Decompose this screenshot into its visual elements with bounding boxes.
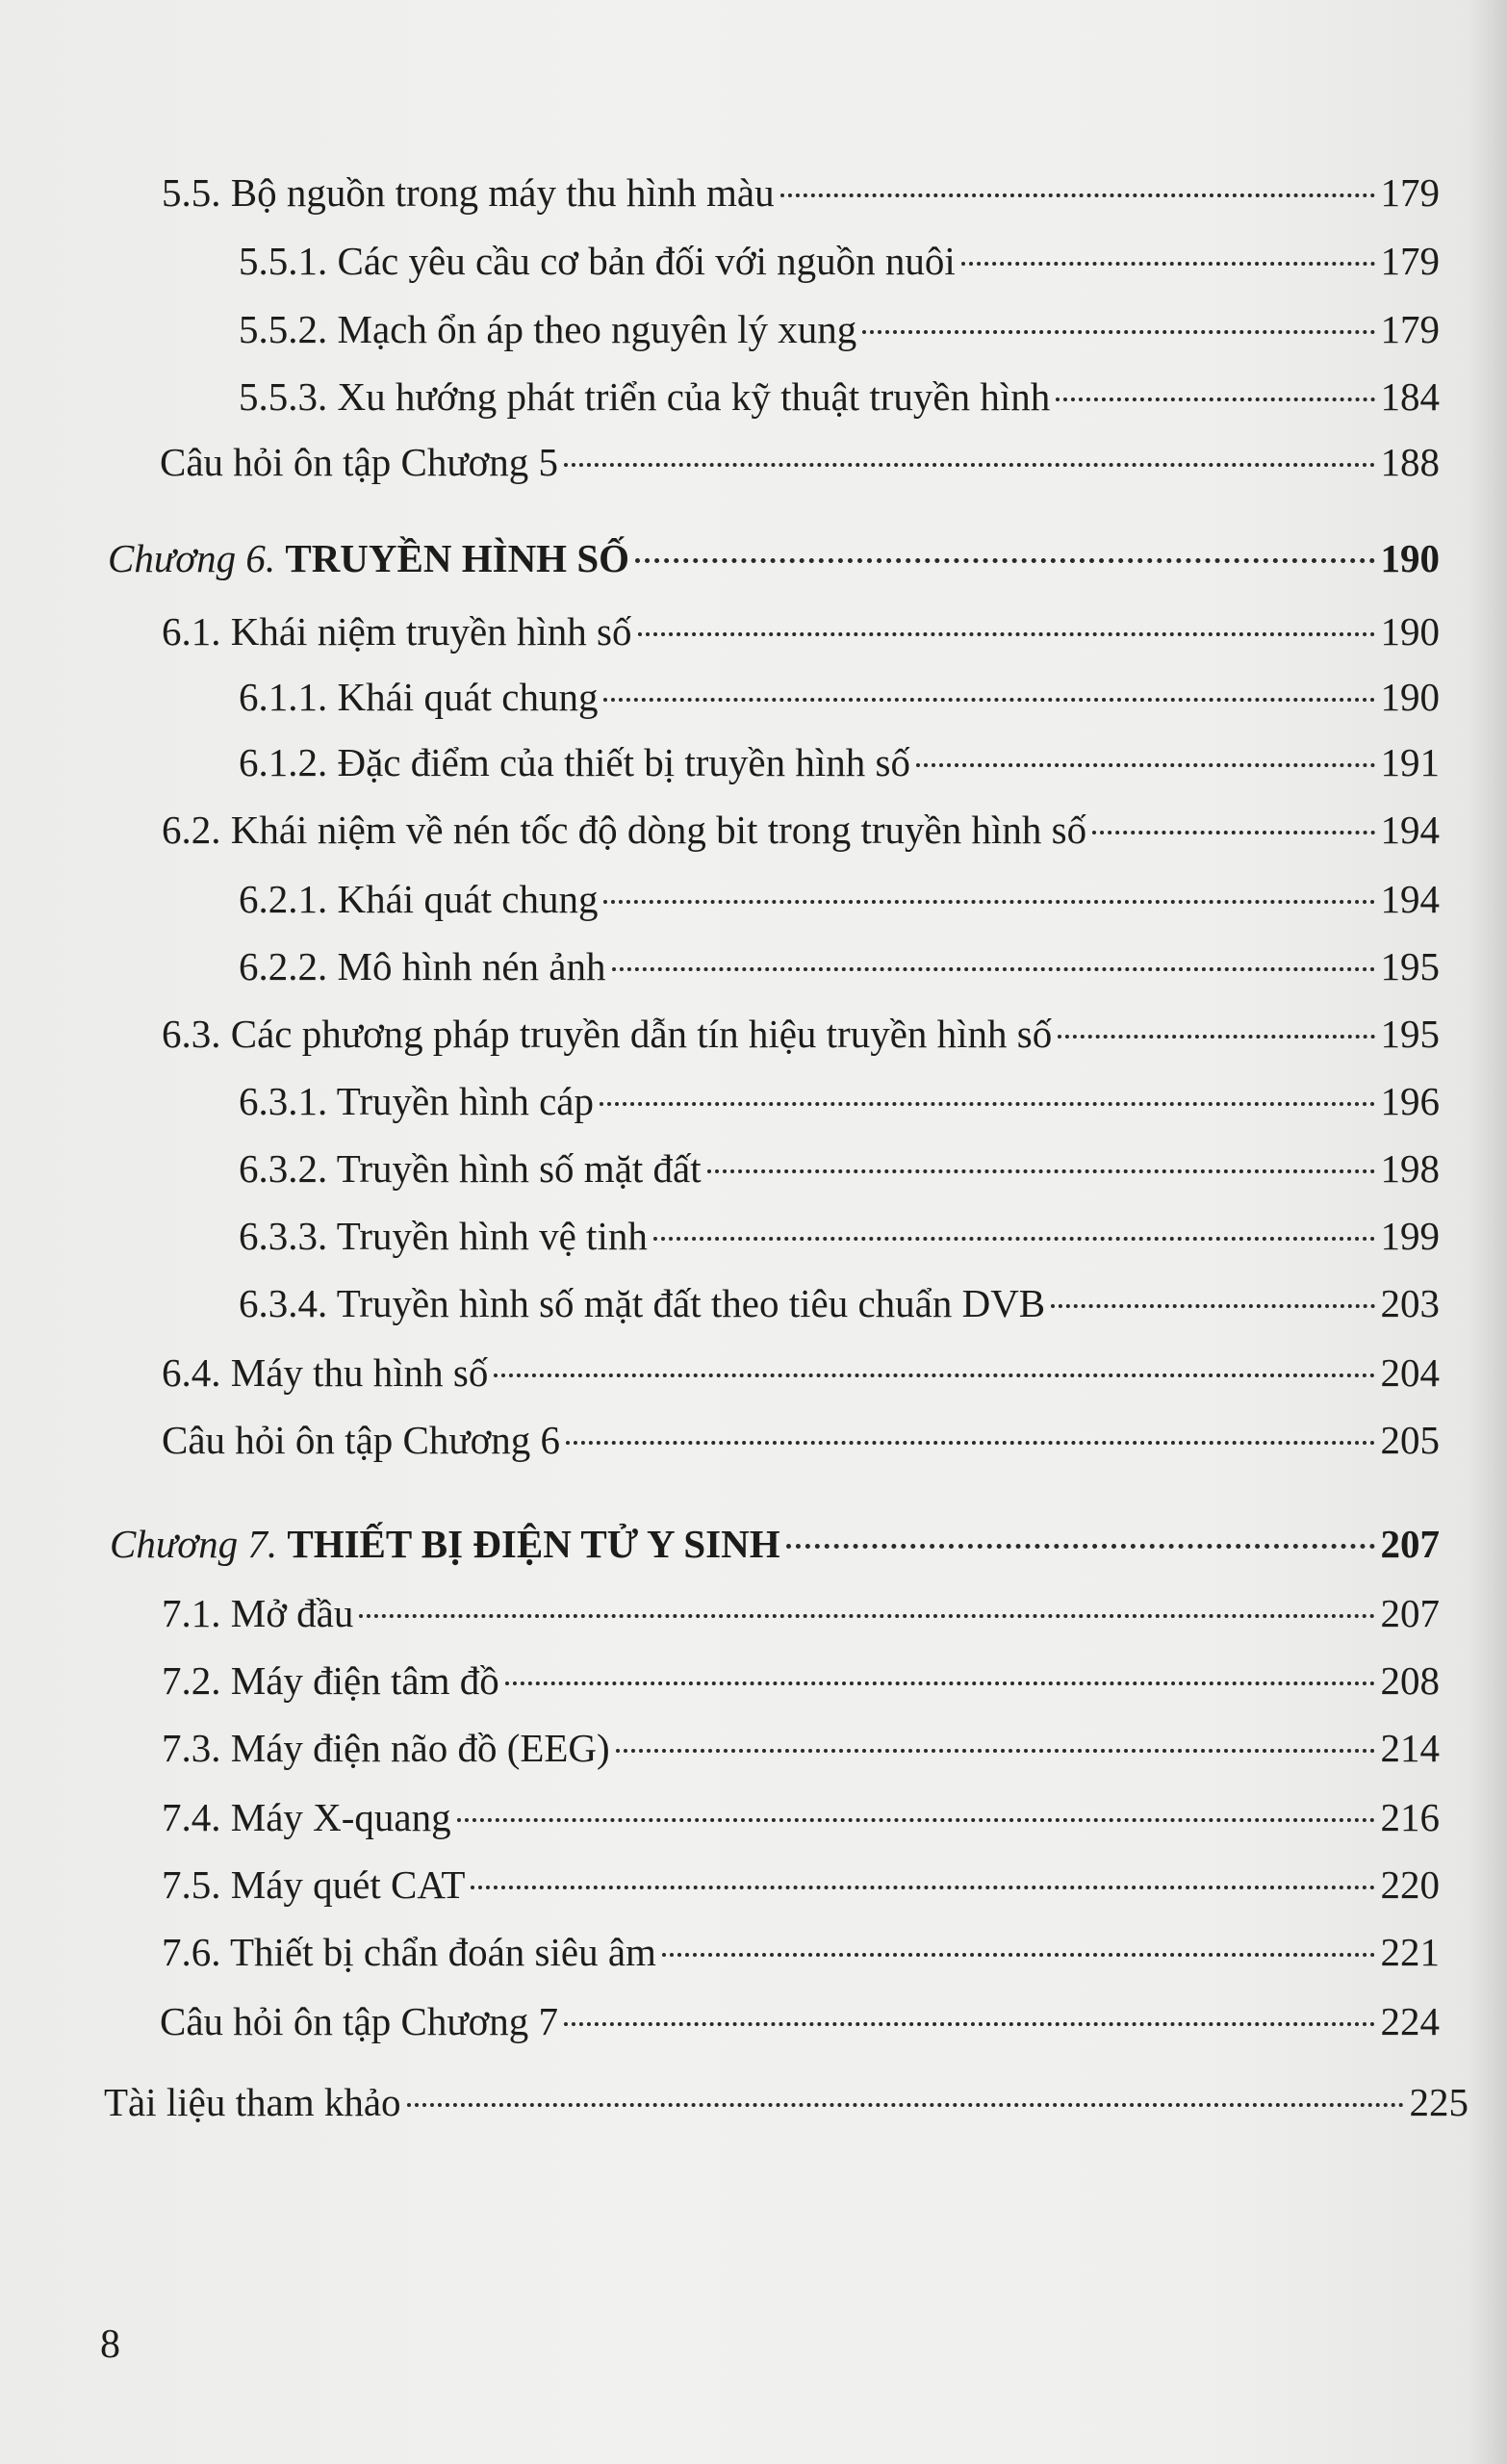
dot-leader — [407, 2103, 1404, 2107]
toc-entry-page: 203 — [1380, 1281, 1440, 1325]
dot-leader — [564, 463, 1374, 467]
toc-entry-label: 7.2. Máy điện tâm đồ — [162, 1658, 499, 1703]
toc-entry — [162, 608, 1440, 655]
page-edge-shadow — [1469, 0, 1507, 2464]
toc-entry-label: 6.3.4. Truyền hình số mặt đất theo tiêu chuẩn DVB — [239, 1281, 1046, 1325]
toc-entry — [239, 1213, 1440, 1260]
toc-entry — [162, 1929, 1440, 1976]
toc-entry-label: 7.4. Máy X-quang — [162, 1795, 451, 1839]
toc-entry — [160, 439, 1440, 486]
toc-entry-page: 208 — [1380, 1658, 1440, 1703]
toc-entry-page: 204 — [1380, 1350, 1440, 1395]
toc-entry-label: 7.1. Mở đầu — [162, 1591, 354, 1635]
toc-entry-page: 195 — [1380, 944, 1440, 988]
toc-entry-label: 5.5.3. Xu hướng phát triển của kỹ thuật truyền hình — [239, 374, 1051, 419]
toc-entry — [162, 1657, 1440, 1705]
toc-entry — [239, 238, 1440, 285]
toc-entry-page: 198 — [1380, 1146, 1440, 1191]
toc-entry — [239, 943, 1440, 990]
toc-chapter-label — [110, 1521, 780, 1568]
toc-entry-page: 195 — [1380, 1012, 1440, 1056]
dot-leader — [359, 1614, 1374, 1618]
dot-leader — [603, 900, 1374, 904]
toc-entry-page: 207 — [1380, 1591, 1440, 1635]
toc-chapter-entry — [110, 1521, 1440, 1568]
toc-entry-label: Tài liệu tham khảo — [104, 2080, 401, 2124]
toc-entry-label: 6.3.1. Truyền hình cáp — [239, 1079, 594, 1123]
toc-entry — [160, 1998, 1440, 2045]
toc-entry — [162, 1590, 1440, 1637]
toc-entry — [239, 739, 1440, 786]
dot-leader — [862, 330, 1374, 334]
toc-entry — [239, 306, 1440, 353]
toc-entry-label: 5.5.2. Mạch ổn áp theo nguyên lý xung — [239, 307, 857, 351]
dot-leader — [653, 1237, 1375, 1241]
toc-entry-page: 205 — [1380, 1418, 1440, 1462]
dot-leader — [494, 1373, 1374, 1377]
page-number: 8 — [100, 2323, 120, 2367]
toc-entry — [162, 807, 1440, 854]
toc-entry-label: 6.3.3. Truyền hình vệ tinh — [239, 1214, 648, 1258]
toc-entry-label: Câu hỏi ôn tập Chương 6 — [162, 1418, 561, 1462]
toc-entry-page: 199 — [1380, 1214, 1440, 1258]
toc-entry-label: 6.3. Các phương pháp truyền dẫn tín hiệu truyền hình số — [162, 1012, 1053, 1056]
toc-entry-label: 6.1.1. Khái quát chung — [239, 675, 599, 719]
toc-entry — [162, 1725, 1440, 1772]
toc-entry-label: 6.2.2. Mô hình nén ảnh — [239, 944, 606, 988]
toc-entry-page: 214 — [1380, 1726, 1440, 1770]
toc-entry-page: 179 — [1380, 307, 1440, 351]
toc-entry — [162, 1417, 1440, 1464]
toc-entry — [239, 373, 1440, 421]
dot-leader — [1056, 398, 1374, 401]
toc-entry-page: 225 — [1409, 2080, 1469, 2124]
chapter-prefix: Chương 7. — [110, 1522, 278, 1566]
toc-entry-label: 7.5. Máy quét CAT — [162, 1862, 466, 1907]
toc-entry — [239, 1078, 1440, 1125]
dot-leader — [1058, 1035, 1374, 1039]
toc-entry — [239, 1280, 1440, 1327]
dot-leader — [616, 1749, 1375, 1753]
toc-entry-label: Câu hỏi ôn tập Chương 7 — [160, 1999, 559, 2043]
toc-entry-page: 179 — [1380, 170, 1440, 215]
toc-entry — [162, 1861, 1440, 1909]
toc-entry-references — [104, 2079, 1469, 2126]
toc-entry-label: 6.1.2. Đặc điểm của thiết bị truyền hình số — [239, 740, 910, 784]
toc-entry — [162, 1349, 1440, 1397]
dot-leader — [916, 763, 1375, 767]
toc-entry-page: 191 — [1380, 740, 1440, 784]
toc-entry-page: 190 — [1380, 536, 1440, 580]
toc-entry-label: 6.1. Khái niệm truyền hình số — [162, 609, 632, 654]
toc-entry-label: 5.5. Bộ nguồn trong máy thu hình màu — [162, 170, 775, 215]
toc-entry-page: 194 — [1380, 808, 1440, 852]
toc-entry-label: 6.2.1. Khái quát chung — [239, 877, 599, 921]
dot-leader — [457, 1818, 1375, 1822]
dot-leader — [600, 1102, 1375, 1106]
dot-leader — [566, 1441, 1374, 1445]
toc-entry-page: 190 — [1380, 609, 1440, 654]
toc-entry-label: 7.6. Thiết bị chẩn đoán siêu âm — [162, 1930, 656, 1974]
toc-entry-label: 6.3.2. Truyền hình số mặt đất — [239, 1146, 702, 1191]
toc-entry-page: 207 — [1380, 1522, 1440, 1566]
dot-leader — [635, 558, 1374, 563]
dot-leader — [603, 698, 1374, 702]
toc-entry-page: 224 — [1380, 1999, 1440, 2043]
chapter-title: THIẾT BỊ ĐIỆN TỬ Y SINH — [287, 1522, 780, 1566]
toc-entry — [162, 1011, 1440, 1058]
toc-entry — [162, 169, 1440, 217]
dot-leader — [471, 1886, 1374, 1889]
toc-entry-page: 188 — [1380, 440, 1440, 484]
dot-leader — [505, 1681, 1375, 1685]
toc-entry — [239, 876, 1440, 923]
toc-entry-page: 194 — [1380, 877, 1440, 921]
toc-entry-label: 6.4. Máy thu hình số — [162, 1350, 489, 1395]
toc-entry-label: 7.3. Máy điện não đồ (EEG) — [162, 1726, 610, 1770]
toc-entry-page: 179 — [1380, 239, 1440, 283]
dot-leader — [564, 2022, 1374, 2026]
toc-entry — [239, 674, 1440, 721]
dot-leader — [1051, 1304, 1374, 1308]
toc-entry-page: 190 — [1380, 675, 1440, 719]
chapter-prefix: Chương 6. — [108, 536, 276, 580]
toc-entry-label: 6.2. Khái niệm về nén tốc độ dòng bit trong truyền hình số — [162, 808, 1087, 852]
toc-entry-page: 221 — [1380, 1930, 1440, 1974]
toc-entry — [162, 1794, 1440, 1841]
dot-leader — [780, 193, 1375, 197]
dot-leader — [961, 262, 1375, 266]
dot-leader — [638, 632, 1375, 636]
toc-entry — [239, 1145, 1440, 1193]
toc-entry-page: 196 — [1380, 1079, 1440, 1123]
toc-entry-page: 184 — [1380, 374, 1440, 419]
chapter-title: TRUYỀN HÌNH SỐ — [285, 536, 630, 580]
toc-entry-page: 216 — [1380, 1795, 1440, 1839]
dot-leader — [612, 967, 1375, 971]
dot-leader — [662, 1953, 1375, 1957]
toc-entry-page: 220 — [1380, 1862, 1440, 1907]
toc-entry-label: Câu hỏi ôn tập Chương 5 — [160, 440, 559, 484]
dot-leader — [707, 1169, 1375, 1173]
dot-leader — [786, 1544, 1375, 1549]
toc-entry-label: 5.5.1. Các yêu cầu cơ bản đối với nguồn nuôi — [239, 239, 956, 283]
toc-chapter-entry — [108, 535, 1440, 582]
dot-leader — [1092, 831, 1374, 834]
toc-chapter-label — [108, 535, 629, 582]
